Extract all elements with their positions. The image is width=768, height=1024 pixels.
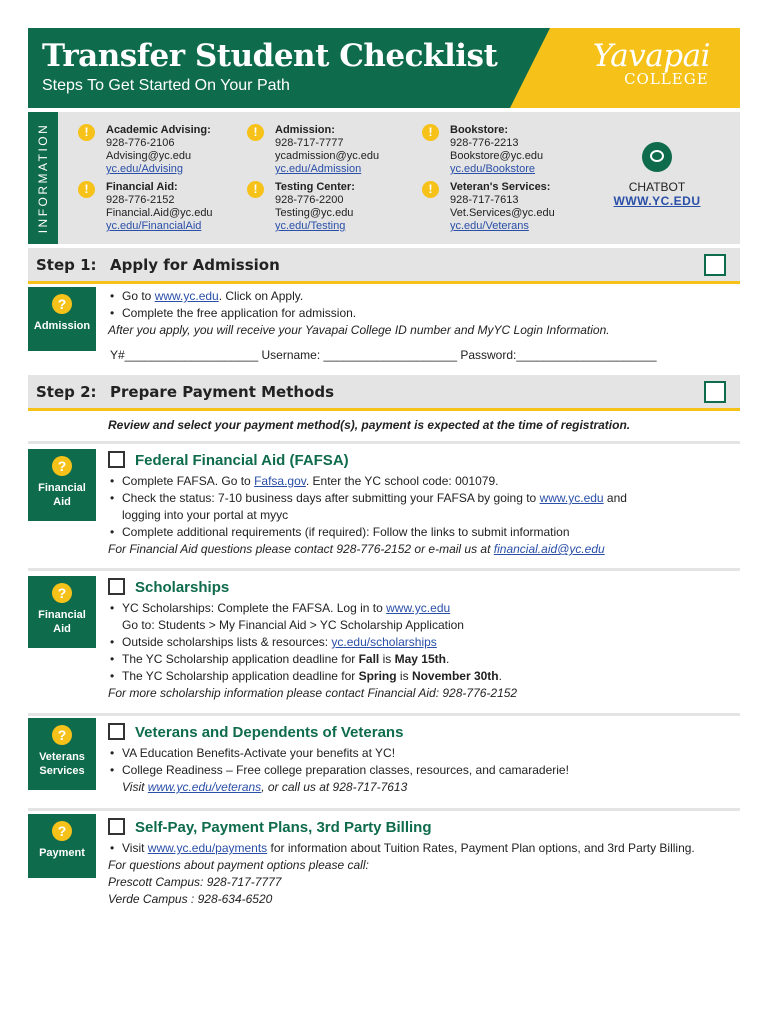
logo-line1: Yavapai	[592, 38, 710, 74]
logo-line2: COLLEGE	[624, 70, 709, 88]
text: Visit	[122, 841, 148, 855]
information-tab	[28, 112, 58, 244]
list-item	[108, 634, 738, 651]
text: Visit	[122, 780, 148, 794]
veterans-services-tab	[28, 718, 96, 790]
list-item	[108, 288, 738, 305]
list-item	[108, 668, 738, 685]
payment-tab	[28, 814, 96, 878]
contact-phone: 928-717-7613	[450, 194, 519, 206]
text: The YC Scholarship application deadline for	[122, 669, 359, 683]
fafsa-gov-link[interactable]: Fafsa.gov	[254, 474, 306, 488]
list-item	[108, 600, 738, 634]
info-icon: !	[422, 124, 439, 141]
step2-title: Prepare Payment Methods	[110, 383, 335, 401]
contact-link[interactable]: yc.edu/Testing	[275, 220, 346, 232]
list-item: • VA Education Benefits-Activate your benefits at YC!	[108, 745, 738, 762]
text: Outside scholarships lists & resources:	[122, 635, 332, 649]
selfpay-section	[108, 818, 748, 908]
scholarships-heading[interactable]	[108, 578, 738, 598]
contact-phone: 928-776-2152	[106, 194, 175, 206]
contact-veterans-services	[428, 181, 610, 233]
contact-email: Advising@yc.edu	[106, 150, 192, 162]
selfpay-note-1: For questions about payment options please call:	[108, 858, 369, 872]
text: is	[379, 652, 395, 666]
text: Go to	[122, 289, 155, 303]
divider	[28, 808, 740, 811]
info-icon: !	[247, 124, 264, 141]
information-tab-label: INFORMATION	[36, 122, 50, 234]
deadline: November 30th	[411, 669, 499, 683]
veterans-title: Veterans and Dependents of Veterans	[135, 724, 404, 741]
contact-email: Vet.Services@yc.edu	[450, 207, 555, 219]
fafsa-heading[interactable]	[108, 451, 738, 471]
financial-aid-email-link[interactable]: financial.aid@yc.edu	[493, 542, 605, 556]
yc-edu-link[interactable]: www.yc.edu	[154, 289, 219, 303]
info-icon: !	[78, 181, 95, 198]
contact-link[interactable]: yc.edu/Veterans	[450, 220, 529, 232]
text: . Enter the YC school code: 001079.	[305, 474, 499, 488]
term: Spring	[358, 669, 397, 683]
list-item	[108, 840, 748, 857]
information-panel	[28, 112, 740, 244]
contact-name: Admission:	[275, 124, 335, 136]
id-login-fields[interactable]: Y#____________________ Username: ____________________ Password:_____________________	[110, 348, 657, 362]
selfpay-title: Self-Pay, Payment Plans, 3rd Party Billing	[135, 819, 432, 836]
divider	[28, 441, 740, 444]
tab-label-line2: Aid	[53, 496, 71, 508]
contact-financial-aid	[84, 181, 266, 233]
scholarships-link[interactable]: yc.edu/scholarships	[331, 635, 437, 649]
selfpay-checkbox[interactable]	[108, 818, 125, 835]
contact-name: Testing Center:	[275, 181, 355, 193]
question-icon: ?	[52, 821, 72, 841]
chatbot-block	[612, 142, 702, 208]
chat-bubble-icon[interactable]	[642, 142, 672, 172]
page-subtitle: Steps To Get Started On Your Path	[42, 77, 290, 94]
term: Fall	[358, 652, 380, 666]
step1-content	[108, 288, 738, 364]
step2-number: Step 2:	[36, 383, 97, 401]
contact-link[interactable]: yc.edu/Advising	[106, 163, 184, 175]
list-item: • Complete additional requirements (if required): Follow the links to submit information	[108, 524, 738, 541]
text: YC Scholarships: Complete the FAFSA. Log in to	[122, 601, 387, 615]
page-title: Transfer Student Checklist	[42, 38, 498, 74]
selfpay-note-2: Prescott Campus: 928-717-7777	[108, 875, 282, 889]
contact-email: ycadmission@yc.edu	[275, 150, 380, 162]
yc-edu-link[interactable]: www.yc.edu	[386, 601, 451, 615]
text: , or call us at 928-717-7613	[261, 780, 408, 794]
text: The YC Scholarship application deadline for	[122, 652, 359, 666]
contact-phone: 928-776-2106	[106, 137, 175, 149]
selfpay-heading[interactable]	[108, 818, 748, 838]
list-item	[108, 651, 738, 668]
fafsa-section	[108, 451, 738, 558]
contact-testing-center	[253, 181, 435, 233]
info-icon: !	[247, 181, 264, 198]
veterans-note	[108, 779, 738, 796]
yc-edu-link[interactable]: www.yc.edu	[539, 491, 604, 505]
info-icon: !	[422, 181, 439, 198]
question-icon: ?	[52, 725, 72, 745]
contact-phone: 928-776-2200	[275, 194, 344, 206]
text: Check the status: 7-10 business days after submitting your FAFSA by going to	[122, 491, 540, 505]
contact-link[interactable]: yc.edu/Bookstore	[450, 163, 535, 175]
text: logging into your portal at myyc	[122, 508, 289, 522]
text: is	[396, 669, 412, 683]
chatbot-label: CHATBOT	[628, 180, 686, 194]
contact-phone: 928-776-2213	[450, 137, 519, 149]
fafsa-note	[108, 541, 738, 558]
veterans-link[interactable]: www.yc.edu/veterans	[147, 780, 262, 794]
text: Complete FAFSA. Go to	[122, 474, 255, 488]
college-logo	[593, 40, 710, 86]
tab-label-line1: Financial	[38, 609, 86, 621]
financial-aid-tab-2	[28, 576, 96, 648]
contact-email: Testing@yc.edu	[275, 207, 354, 219]
step1-bar	[28, 248, 740, 284]
deadline: May 15th	[394, 652, 446, 666]
contact-email: Bookstore@yc.edu	[450, 150, 544, 162]
step2-intro: Review and select your payment method(s), payment is expected at the time of registration.	[108, 418, 631, 432]
step1-checkbox[interactable]	[704, 254, 726, 276]
text: for information about Tuition Rates, Payment Plan options, and 3rd Party Billing.	[267, 841, 695, 855]
contact-name: Academic Advising:	[106, 124, 211, 136]
text: Go to: Students > My Financial Aid > YC Scholarship Application	[122, 618, 464, 632]
list-item	[108, 490, 738, 524]
fafsa-title: Federal Financial Aid (FAFSA)	[135, 452, 349, 469]
veterans-heading[interactable]	[108, 723, 738, 743]
text: .	[445, 652, 450, 666]
step1-number: Step 1:	[36, 256, 97, 274]
admission-tab	[28, 287, 96, 351]
contact-email: Financial.Aid@yc.edu	[106, 207, 213, 219]
tab-label-line1: Financial	[38, 482, 86, 494]
header-banner	[28, 28, 740, 108]
payments-link[interactable]: www.yc.edu/payments	[147, 841, 268, 855]
veterans-checkbox[interactable]	[108, 723, 125, 740]
text: .	[498, 669, 502, 683]
admission-tab-label: Admission	[33, 320, 91, 332]
list-item: • Complete the free application for admission.	[108, 305, 738, 322]
contact-name: Bookstore:	[450, 124, 509, 136]
text: For Financial Aid questions please contact 928-776-2152 or e-mail us at	[108, 542, 494, 556]
tab-label-line2: Services	[39, 765, 85, 777]
step1-note: After you apply, you will receive your Yavapai College ID number and MyYC Login Information.	[108, 323, 610, 337]
question-icon: ?	[52, 294, 72, 314]
scholarships-title: Scholarships	[135, 579, 230, 596]
scholarships-section	[108, 578, 738, 702]
question-icon: ?	[52, 456, 72, 476]
info-icon: !	[78, 124, 95, 141]
financial-aid-tab	[28, 449, 96, 521]
scholarships-checkbox[interactable]	[108, 578, 125, 595]
divider	[28, 713, 740, 716]
contact-phone: 928-717-7777	[275, 137, 344, 149]
chatbot-link[interactable]: WWW.YC.EDU	[613, 194, 701, 208]
contact-name: Veteran's Services:	[450, 181, 551, 193]
contact-bookstore	[428, 124, 610, 176]
step2-bar	[28, 375, 740, 411]
fafsa-checkbox[interactable]	[108, 451, 125, 468]
question-icon: ?	[52, 583, 72, 603]
selfpay-note-3: Verde Campus : 928-634-6520	[108, 892, 273, 906]
veterans-section	[108, 723, 738, 796]
text: and	[603, 491, 627, 505]
contact-link[interactable]: yc.edu/FinancialAid	[106, 220, 202, 232]
payment-tab-label: Payment	[39, 847, 85, 859]
tab-label-line1: Veterans	[39, 751, 85, 763]
contact-admission	[253, 124, 435, 176]
scholarships-note: For more scholarship information please contact Financial Aid: 928-776-2152	[108, 686, 518, 700]
divider	[28, 568, 740, 571]
contact-name: Financial Aid:	[106, 181, 178, 193]
tab-label-line2: Aid	[53, 623, 71, 635]
list-item	[108, 473, 738, 490]
step1-title: Apply for Admission	[110, 256, 280, 274]
contact-academic-advising	[84, 124, 266, 176]
contact-link[interactable]: yc.edu/Admission	[275, 163, 362, 175]
list-item: • College Readiness – Free college preparation classes, resources, and camaraderie!	[108, 762, 738, 779]
text: . Click on Apply.	[218, 289, 304, 303]
step2-checkbox[interactable]	[704, 381, 726, 403]
